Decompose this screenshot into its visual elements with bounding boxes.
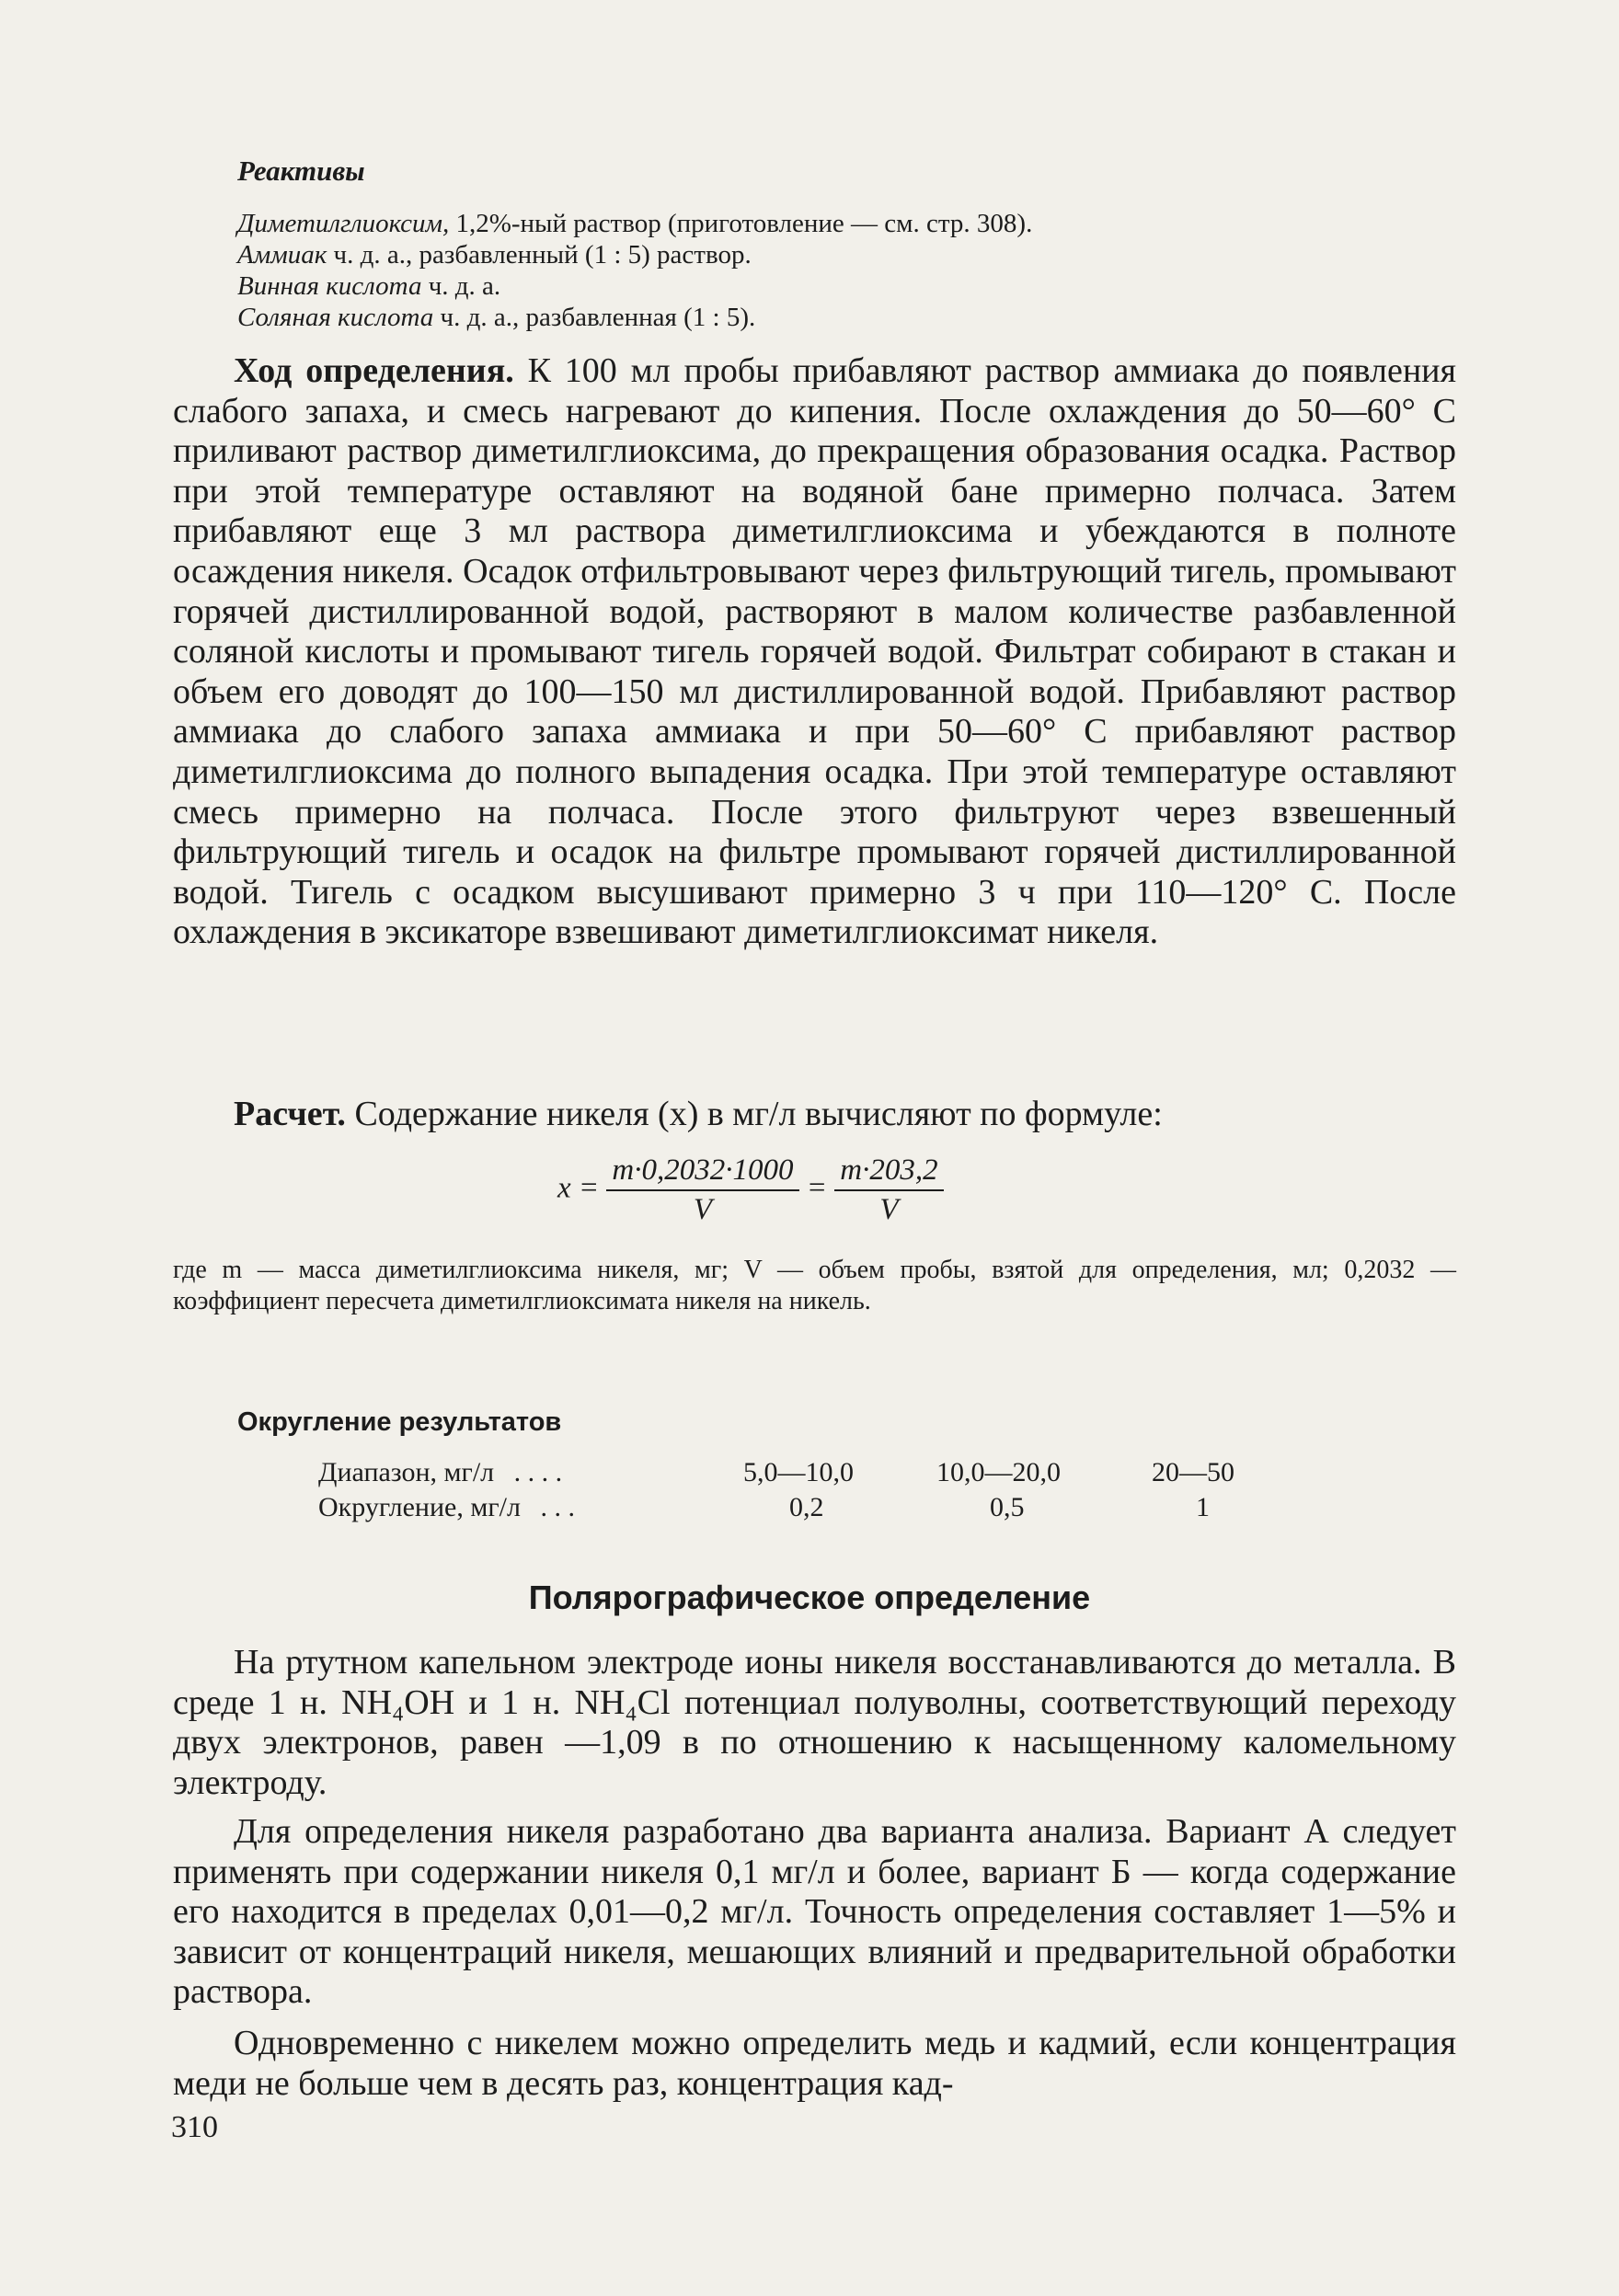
- reagent-name: Аммиак: [237, 240, 327, 270]
- rounding-row-label: [318, 1492, 575, 1523]
- reagent-desc: ч. д. а., разбавленный (1 : 5) раствор.: [327, 240, 752, 270]
- formula-equals: =: [806, 1171, 828, 1205]
- rounding-range-label: Диапазон, мг/л: [318, 1457, 495, 1487]
- calculation-text: Содержание никеля (x) в мг/л вычисляют по формуле:: [345, 1095, 1163, 1133]
- rounding-value-label: Округление, мг/л: [318, 1492, 521, 1522]
- page-number: 310: [171, 2110, 218, 2144]
- leader-dots: . . . .: [513, 1457, 563, 1487]
- formula-fraction-2: [834, 1154, 943, 1227]
- formula-denominator-1: V: [693, 1193, 713, 1226]
- paragraph: На ртутном капельном электроде ионы никеля восстанавливаются до металла. В среде 1 н. NH₄OH и 1 н. NH₄Cl потенциал полуволны, соответствующий переходу двух электронов, равен —1,09 в по отношению к насыщенному каломельному электроду.: [173, 1643, 1456, 1802]
- calculation-paragraph: [173, 1095, 1456, 1135]
- formula-denominator-2: V: [879, 1193, 899, 1226]
- reagent-desc: ч. д. а.: [421, 271, 501, 301]
- section-title: Полярографическое определение: [528, 1578, 1091, 1616]
- formula-lhs: x =: [557, 1171, 600, 1205]
- leader-dots: . . .: [540, 1492, 575, 1522]
- reagent-item: [237, 208, 1032, 239]
- table-cell: 1: [1196, 1492, 1210, 1522]
- reagent-item: [237, 270, 500, 302]
- procedure-text: К 100 мл пробы прибавляют раствор аммиака до появления слабого запаха, и смесь нагревают до кипения. После охлаждения до 50—60° С приливают раствор диметилглиоксима, до прекращения образования осадка. Раствор при этой температуре оставляют на водяной бане примерно полчаса. Затем прибавляют еще 3 мл раствора диметилглиоксима и убеждаются в полноте осаждения никеля. Осадок отфильтровывают через фильтрующий тигель, промывают горячей дистиллированной водой, растворяют в малом количестве разбавленной соляной кислоты и промывают тигель горячей водой. Фильтрат собирают в стакан и объем его доводят до 100—150 мл дистиллированной водой. Прибавляют раствор аммиака до слабого запаха аммиака и при 50—60° С прибавляют раствор диметилглиоксима до полного выпадения осадка. При этой температуре оставляют смесь примерно на полчаса. После этого фильтруют через взвешенный фильтрующий тигель и осадок на фильтре промывают горячей дистиллированной водой. Тигель с осадком высушивают примерно 3 ч при 110—120° С. После охлаждения в эксикаторе взвешивают диметилглиоксимат никеля.: [173, 351, 1456, 952]
- table-cell: 5,0—10,0: [743, 1457, 854, 1487]
- table-cell: 20—50: [1152, 1457, 1234, 1487]
- reagent-name: Диметилглиоксим,: [237, 209, 450, 238]
- table-cell: 10,0—20,0: [936, 1457, 1061, 1487]
- procedure-paragraph: [173, 351, 1456, 953]
- formula-legend: где m — масса диметилглиоксима никеля, мг; V — объем пробы, взятой для определения, мл; 0,2032 — коэффициент пересчета диметилглиоксимата никеля на никель.: [173, 1256, 1456, 1315]
- paragraph: Одновременно с никелем можно определить медь и кадмий, если концентрация меди не больше чем в десять раз, концентрация кад-: [173, 2024, 1456, 2103]
- reagent-desc: 1,2%-ный раствор (приготовление — см. стр. 308).: [449, 209, 1033, 238]
- reagent-name: Винная кислота: [237, 271, 422, 301]
- formula: [557, 1154, 944, 1227]
- reagent-name: Соляная кислота: [237, 303, 434, 332]
- rounding-row-label: [318, 1457, 562, 1488]
- rounding-heading: Округление результатов: [237, 1407, 562, 1437]
- paragraph: Для определения никеля разработано два варианта анализа. Вариант А следует применять при содержании никеля 0,1 мг/л и более, вариант Б — когда содержание его находится в пределах 0,01—0,2 мг/л. Точность определения составляет 1—5% и зависит от концентраций никеля, мешающих влияний и предварительной обработки раствора.: [173, 1812, 1456, 2012]
- reagent-item: [237, 239, 752, 270]
- calculation-label: Расчет.: [234, 1095, 346, 1133]
- table-cell: 0,2: [789, 1492, 824, 1522]
- formula-numerator-2: m·203,2: [834, 1154, 943, 1191]
- reagent-desc: ч. д. а., разбавленная (1 : 5).: [433, 303, 756, 332]
- formula-numerator-1: m·0,2032·1000: [606, 1154, 798, 1191]
- procedure-label: Ход определения.: [234, 351, 514, 390]
- table-cell: 0,5: [990, 1492, 1025, 1522]
- formula-fraction-1: [606, 1154, 798, 1227]
- reagent-item: [237, 302, 755, 333]
- reagents-heading: Реактивы: [237, 155, 365, 187]
